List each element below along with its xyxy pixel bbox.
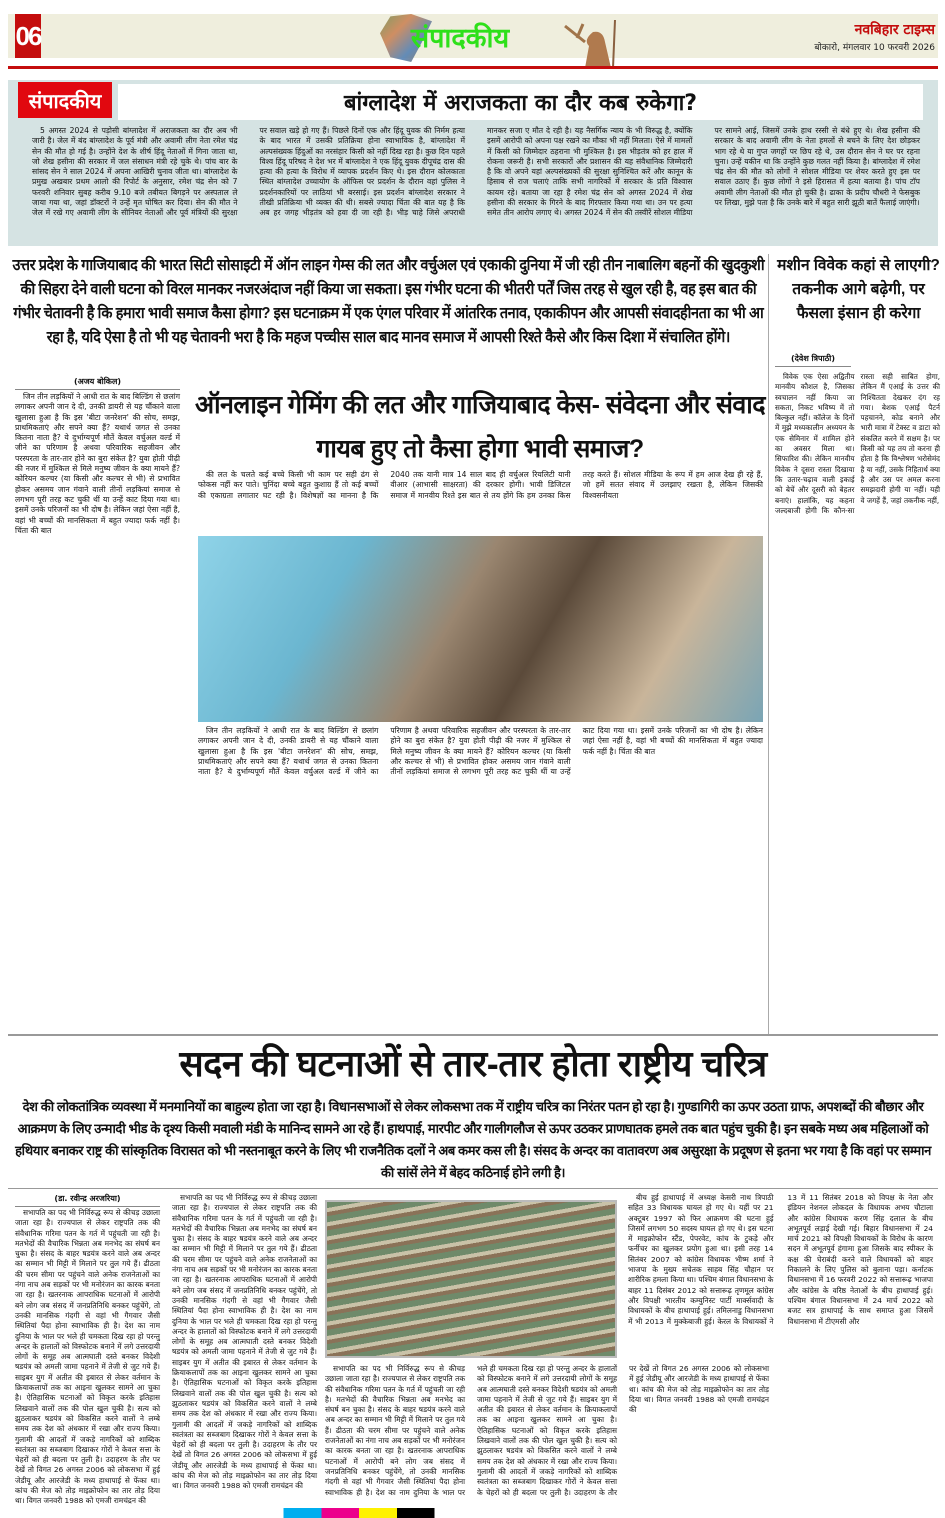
editorial-paragraph: 5 अगस्त 2024 से पड़ोसी बांग्लादेश में अराजकता का दौर अब भी जारी है। जेल में बंद बांग्लादेश के पूर्व मंत्री और अवामी लीग नेता रमेश चंद्र सेन की मौत हो गई है। उन्होंने देश के शीर्ष हिंदू नेताओं में गिना जाता था, जो शेख हसीना की सरकार में जल संसाधन मंत्री रहे चुके थे। पांच बार के सांसद सेन ने साल 2024 में अपना आखिरी चुनाव जीता था। बांग्लादेश के प्रमुख अखबार प्रथम आलो की रिपोर्ट के अनुसार, रमेश चंद्र सेन को 7 फरवरी शनिवार सुबह करीब 9.10 बजे तबीयत बिगड़ने पर अस्पताल ले जाया गया था, जहां डॉक्टरों ने उन्हें मृत घोषित कर दिया। सेन की मौत ने जेल में रखे गए अवामी लीग के सीनियर नेताओं और पूर्व मंत्रियों की सुरक्षा पर सवाल खड़े हो गए हैं। पिछले दिनों एक और हिंदू युवक की निर्मम हत्या के बाद भारत में उसकी प्रतिक्रिया होना स्वाभाविक है, बांग्लादेश में अल्पसंख्यक हिंदुओं का नरसंहार किसी को नहीं दिख रहा है। कुछ दिन पहले विश्व हिंदू परिषद ने देश भर में बांग्लादेश ने एक हिंदू युवक दीपूचंद्र दास की हत्या की हत्या के विरोध में व्यापक प्रदर्शन किए थे। इस दौरान कोलकाता स्थित बांग्लादेश उच्चायोग के ऑफिस पर प्रदर्शन के दौरान वहां पुलिस ने प्रदर्शनकारियों पर लाठियां भी बरसाई। इस प्रदर्शन बांग्लादेश सरकार ने तीखी प्रतिक्रिया भी व्यक्त की थी। सबसे ज्यादा चिंता की बात यह है कि अब हर जगह भीड़तंत्र को हवा दी जा रही है। भीड़ चाहे जिसे अपराधी मानकर सजा ए मौत दे रही है। यह नैसर्गिक न्याय के भी विरुद्ध है, क्योंकि इसमें आरोपी को अपना पक्ष रखने का मौका भी नहीं मिलता। ऐसे में मामलों में किसी को जिम्मेदार ठहराना भी मुश्किल है। इस भीड़तंत्र को हर हाल में रोकना जरूरी है। सभी सरकारों और प्रशासन की यह संवैधानिक जिम्मेदारी है कि वो अपने यहां अल्पसंख्यकों की सुरक्षा सुनिश्चित करें और कानून के हिसाब से राज चलाएं ताकि सभी नागरिकों में सरकार के प्रति विश्वास कायम रहे। बताया जा रहा है रमेश चंद्र सेन को अगस्त 2024 में शेख हसीना की सरकार के गिरने के बाद गिरफ्तार किया गया था। उन पर हत्या समेत तीन आरोप लगाए थे। अगस्त 2024 में सेन की तस्वीरें सोशल मीडिया पर सामने आई, जिसमें उनके हाथ रस्सी से बंधे हुए थे। शेख हसीना की सरकार के बाद अवामी लीग के नेता हमलों से बचने के लिए देश छोड़कर भाग रहे थे या गुप्त जगहों पर छिप रहे थे, उस दौरान सेन ने घर पर रहना चुना। उन्हें यकीन था कि उन्होंने कुछ गलत नहीं किया है। बांग्लादेश में रमेश चंद्र सेन की मौत को लोगों ने सोशल मीडिया पर शेयर करते हुए इस पर सवाल उठाए हैं। कुछ लोगों ने इसे हिरासत में हत्या बताया है। पांच टॉप अवामी लीग नेताओं की मौत हो चुकी है। ढाका के प्रदीप चौधरी ने फेसबुक पर लिखा, मुझे पता है कि उनके बारे में बहुत सारी झूठी बातें फैलाई जाएंगी।	[32, 126, 920, 218]
gaming-paragraph: जिन तीन लड़कियों ने आधी रात के बाद बिल्डिंग से छलांग लगाकर अपनी जान दे दी, उनकी डायरी से यह चौंकाने वाला खुलासा हुआ है कि इस 'बीटा जनरेशन' की सोच, समझ, प्राथमिकताएं और सपने क्या हैं? यथार्थ जगत से उनका कितना नाता है? ये दुर्भाग्यपूर्ण मौतें केवल वर्चुअल वर्ल्ड में जीने का परिणाम है अथवा परिवारिक सहजीवन और परस्परता के तार-तार होने का बुरा संकेत है? युवा होती पीढ़ी की नजर में मुश्किल से मिले मनुष्य जीवन के क्या मायने हैं? कोरियन कल्चर (या किसी और कल्चर से भी) से प्रभावित होकर असमय जान गंवाने वाली तीनों लड़कियां समाज से लगभग पूरी तरह कट चुकी थीं या उन्हें काट दिया गया था। इसमें उनके परिजनों का भी दोष है। लेकिन जहां ऐसा नहीं है, वहां भी बच्चों की मानसिकता में बहुत ज्यादा फर्क नहीं है। चिंता की बात	[198, 726, 763, 777]
sadan-body-col4	[628, 1193, 933, 1503]
sadan-body-col3	[325, 1364, 769, 1504]
gaming-body-top	[198, 470, 763, 532]
machine-body	[775, 372, 940, 1034]
gaming-paragraph: जिन तीन लड़कियों ने आधी रात के बाद बिल्डिंग से छलांग लगाकर अपनी जान दे दी, उनकी डायरी से यह चौंकाने वाला खुलासा हुआ है कि इस 'बीटा जनरेशन' की सोच, समझ, प्राथमिकताएं और सपने क्या हैं? यथार्थ जगत से उनका कितना नाता है? ये दुर्भाग्यपूर्ण मौतें केवल वर्चुअल वर्ल्ड में जीने का परिणाम है अथवा परिवारिक सहजीवन और परस्परता के तार-तार होने का बुरा संकेत है? युवा होती पीढ़ी की नजर में मुश्किल से मिले मनुष्य जीवन के क्या मायने हैं? कोरियन कल्चर (या किसी और कल्चर से भी) से प्रभावित होकर असमय जान गंवाने वाली तीनों लड़कियां समाज से लगभग पूरी तरह कट चुकी थीं या उन्हें काट दिया गया था। इसमें उनके परिजनों का भी दोष है। लेकिन जहां ऐसा नहीं है, वहां भी बच्चों की मानसिकता में बहुत ज्यादा फर्क नहीं है। चिंता की बात	[15, 392, 180, 535]
sadan-body-col2	[172, 1193, 317, 1503]
gaming-byline: (अजय बोकिल)	[15, 376, 180, 390]
machine-headline: मशीन विवेक कहां से लाएगी? तकनीक आगे बढ़ेगी, पर फैसला इंसान ही करेगा	[777, 257, 940, 322]
page-number: 06	[15, 14, 41, 58]
sadan-byline: (डा. रवीन्द्र अरजरिया)	[15, 1193, 160, 1207]
gaming-headline: ऑनलाइन गेमिंग की लत और गाजियाबाद केस- संवेदना और संवाद गायब हुए तो कैसा होगा भावी समाज?	[194, 391, 766, 463]
gaming-body-left	[15, 392, 180, 1032]
sadan-paragraph: सभापति का पद भी निर्विरुद्ध रूप से कीचड़ उछाला जाता रहा है। राज्यपाल से लेकर राष्ट्रपति तक की संवैधानिक गरिमा पतन के गर्त में पहुंचती जा रही है। मतभेदों की वैचारिक भिन्नता अब मनभेद का संघर्ष बन चुका है। संसद के बाहर षडयंत्र करने वाले अब अन्दर का सम्मान भी मिट्टी में मिलाने पर तुल गये हैं। ढीठता की चरम सीमा पर पहुंचने वाले अनेक राजनेताओं का नंगा नाच अब सड़कों पर भी मनोरंजन का कारक बनता जा रहा है। खतरनाक आपराधिक घटनाओं में आरोपी बने लोग जब संसद में जनप्रतिनिधि बनकर पहुंचेंगे, तो उनकी मानसिक गंदगी से वहां भी गैगवार जैसी स्थितियां पैदा होना स्वाभाविक ही है। देश का नाम दुनिया के भाल पर भले ही चमकता दिख रहा हो परन्तु अन्दर के हालातों को विस्फोटक बनाने में लगे उत्तरदायी लोगों के समूह अब आत्मघाती दस्ते बनकर विदेशी षडयंत्र को अमली जामा पहनाने में तेजी से जुट गये हैं। साइबर युग में अतीत की इबारत से लेकर वर्तमान के क्रियाकलापों तक का आइना खुलकर सामने आ चुका है। ऐतिहासिक घटनाओं को विकृत करके इतिहास लिखवाने वालों तक की पोल खुल चुकी है। सत्य को झुठलाकर षडयंत्र को विकसित करने वालों ने लम्बे समय तक देश को अंधकार में रखा और राज्य किया। गुलामी की आदतों में जकड़े नागरिकों को शाब्दिक स्वतंत्रता का सब्जबाग दिखाकर गोरों ने केवल सत्ता के चेहरों को ही बदला पर तुली है। उदाहरण के तौर पर देखें तो विगत 26 अगस्त 2006 को लोकसभा में हुई जेडीयू और आरजेडी के मध्य हाथापाई से फेंका था। कांच की मेज को तोड़ माइक्रोफोन का तार तोड़ दिया था। विगत जनवरी 1988 को एमजी रामचंद्रन की	[15, 1208, 160, 1506]
column-rule	[768, 254, 769, 1034]
newspaper-brand: नवबिहार टाइम्स	[854, 22, 935, 38]
header-divider	[8, 66, 938, 69]
sadan-paragraph: सभापति का पद भी निर्विरुद्ध रूप से कीचड़ उछाला जाता रहा है। राज्यपाल से लेकर राष्ट्रपति तक की संवैधानिक गरिमा पतन के गर्त में पहुंचती जा रही है। मतभेदों की वैचारिक भिन्नता अब मनभेद का संघर्ष बन चुका है। संसद के बाहर षडयंत्र करने वाले अब अन्दर का सम्मान भी मिट्टी में मिलाने पर तुल गये हैं। ढीठता की चरम सीमा पर पहुंचने वाले अनेक राजनेताओं का नंगा नाच अब सड़कों पर भी मनोरंजन का कारक बनता जा रहा है। खतरनाक आपराधिक घटनाओं में आरोपी बने लोग जब संसद में जनप्रतिनिधि बनकर पहुंचेंगे, तो उनकी मानसिक गंदगी से वहां भी गैगवार जैसी स्थितियां पैदा होना स्वाभाविक ही है। देश का नाम दुनिया के भाल पर भले ही चमकता दिख रहा हो परन्तु अन्दर के हालातों को विस्फोटक बनाने में लगे उत्तरदायी लोगों के समूह अब आत्मघाती दस्ते बनकर विदेशी षडयंत्र को अमली जामा पहनाने में तेजी से जुट गये हैं। साइबर युग में अतीत की इबारत से लेकर वर्तमान के क्रियाकलापों तक का आइना खुलकर सामने आ चुका है। ऐतिहासिक घटनाओं को विकृत करके इतिहास लिखवाने वालों तक की पोल खुल चुकी है। सत्य को झुठलाकर षडयंत्र को विकसित करने वालों ने लम्बे समय तक देश को अंधकार में रखा और राज्य किया। गुलामी की आदतों में जकड़े नागरिकों को शाब्दिक स्वतंत्रता का सब्जबाग दिखाकर गोरों ने केवल सत्ता के चेहरों को ही बदला पर तुली है। उदाहरण के तौर पर देखें तो विगत 26 अगस्त 2006 को लोकसभा में हुई जेडीयू और आरजेडी के मध्य हाथापाई से फेंका था। कांच की मेज को तोड़ माइक्रोफोन का तार तोड़ दिया था। विगत जनवरी 1988 को एमजी रामचंद्रन की	[325, 1364, 769, 1497]
sadan-body-col1	[15, 1208, 160, 1506]
sadan-paragraph: बीच हुई हाथापाई में अध्यक्ष केसरी नाथ त्रिपाठी सहित 33 विधायक घायल हो गए थे। यहीं पर 21 अक्टूबर 1997 को फिर आक्रमण की घटना हुई जिसमें लगभग 50 सदस्य घायल हो गए थे। इस घटना में माइक्रोफोन स्टैंड, पेपरवेट, कांच के टुकड़े और फर्नीचर का खुलकर प्रयोग हुआ था। इसी तरह 14 सितंबर 2007 को कांग्रेस विधायक भीष्म शर्मा ने भाजपा के मुख्य सचेतक साहब सिंह चौहान पर शारीरिक हमला किया था। पश्चिम बंगाल विधानसभा के बाहर 11 दिसंबर 2012 को सत्तारूढ़ तृणमूल कांग्रेस और विपक्षी भारतीय कम्युनिस्ट पार्टी मार्क्सवादी के विधायकों के बीच हाथापाई हुई। तमिलनाडु विधानसभा में भी 2013 में मुक्केबाजी हुई। केरल के विधायकों ने 13 में 11 सितंबर 2018 को विपक्ष के नेता और इंडियन नेशनल लोकदल के विधायक अभय चौटाला और कांग्रेस विधायक करण सिंह दलाल के बीच अभूतपूर्व लड़ाई देखी गई। बिहार विधानसभा में 24 मार्च 2021 को विपक्षी विधायकों के विरोध के कारण सदन में अभूतपूर्व हंगामा हुआ जिसके बाद स्पीकर के कक्ष की घेराबंदी करने वाले विधायकों को बाहर निकालने के लिए पुलिस को बुलाना पड़ा। कर्नाटक विधानसभा में 16 फरवरी 2022 को सत्तारूढ़ भाजपा और कांग्रेस के वरिष्ठ नेताओं के बीच हाथापाई हुई। पश्चिम बंगाल विधानसभा में 24 मार्च 2022 को बजट सत्र हाथापाई के साथ समाप्त हुआ जिसमें विधानसभा में टीएमसी और	[628, 1193, 933, 1326]
editorial-body	[32, 126, 920, 242]
gaming-photo	[198, 536, 763, 722]
machine-paragraph: विवेक एक ऐसा अद्वितीय मानवीय कौशल है, जिसका स्वचालन नहीं किया जा सकता, निकट भविष्य में तो बिल्कुल नहीं। कॉलेज के दिनों में मुझे मध्यकालीन अध्ययन के एक सेमिनार में शामिल होने का अवसर मिला था। सिफारिश की। लेकिन मानवीय विवेक ने दूसरा रास्ता दिखाया कि उतार-चढ़ाव वाली इकाई को बेचें और दूसरी को बेहतर बनाएं। हालांकि, यह कहना जल्दबाजी होगी कि कौन-सा रास्ता सही साबित होगा, लेकिन मैं एआई के उत्तर की निश्चितता देखकर दंग रह गया। बेशक एआई पैटर्न पहचानने, कोड बनाने और भारी मात्रा में टेक्स्ट व डाटा को संकलित करने में सक्षम है। पर किसी को यह तय तो करना ही होता है कि विश्लेषण भरोसेमंद है या नहीं, उसके निहितार्थ क्या है और उस पर अमल करना समझदारी होगी या नहीं। यही वे जगहें हैं, जहां तकनीक नहीं,	[775, 372, 940, 515]
parliament-photo	[325, 1200, 617, 1358]
print-color-bar	[0, 1508, 945, 1518]
sadan-deck: देश की लोकतांत्रिक व्यवस्था में मनमानियों का बाहुल्य होता जा रहा है। विधानसभाओं से लेकर लोकसभा तक में राष्ट्रीय चरित्र का निरंतर पतन हो रहा है। गुण्डागिरी का ऊपर उठता ग्राफ, अपशब्दों की बौछार और आक्रमण के लिए उन्मादी भीड के दृश्य किसी मवाली मंडी के मानिन्द सामने आ रहे हैं। हाथपाई, मारपीट और गालीगलौज से ऊपर उठकर प्राणघातक हमले तक बात पहुंच चुकी है। इन सबके मध्य अब महिलाओं को हथियार बनाकर राष्ट्र की सांस्कृतिक विरासत को भी नस्तनाबूत करने के लिए भी राजनैतिक दलों ने अब कमर कस ली है। संसद के अन्दर का वातावरण अब असुरक्षा के प्रदूषण से इतना भर गया है कि वहां पर सम्मान की सांसें लेने में बेहद कठिनाई होने लगी है।	[15, 1099, 931, 1180]
gaming-deck: उत्तर प्रदेश के गाजियाबाद की भारत सिटी सोसाइटी में ऑन लाइन गेम्स की लत और वर्चुअल एवं एकाकी दुनिया में जी रही तीन नाबालिग बहनों की खुदकुशी की सिहरा देने वाली घटना को विरल मानकर नजरअंदाज नहीं किया जा सकता। इस गंभीर घटना की भीतरी पर्तें जिस तरह से खुल रही है, वह इस बात की गंभीर चेतावनी है कि हमारा भावी समाज कैसा होगा? इस घटनाक्रम में एक एंगल परिवार में आंतरिक तनाव, एकाकीपन और आपसी संवादहीनता का भी आ रहा है, यदि ऐसा है तो भी यह चेतावनी भरा है कि महज पच्चीस साल बाद मानव समाज में आपसी रिश्ते कैसे और किस दिशा में संचालित होंगे।	[12, 257, 765, 346]
sadan-headline: सदन की घटनाओं से तार-तार होता राष्ट्रीय चरित्र	[179, 1043, 767, 1084]
machine-byline: (देवेश त्रिपाठी)	[775, 353, 851, 367]
gaming-paragraph: की लत के चलते कई बच्चे किसी भी काम पर सही ढंग से फोकस नहीं कर पाते। चुनिंदा बच्चे बहुत कुशाग्र हैं तो कई बच्चों की एकाग्रता लगातार घट रही है। विशेषज्ञों का मानना है कि 2040 तक यानी मात्र 14 साल बाद ही वर्चुअल रियलिटी यानी वीआर (आभासी साक्षरता) की दरकार होगी। भावी डिजिटल समाज में मानवीय रिश्ते इस बात से तय होंगे कि हम उनका किस तरह करते हैं। सोशल मीडिया के रूप में हम आज देख ही रहे हैं, जो हमें सतत संवाद में उलझाए रखता है, लेकिन जिसकी विश्वसनीयता	[198, 470, 763, 500]
gaming-body-bottom	[198, 726, 763, 1032]
editorial-headline: बांग्लादेश में अराजकता का दौर कब रुकेगा?	[118, 84, 923, 120]
sadan-paragraph: सभापति का पद भी निर्विरुद्ध रूप से कीचड़ उछाला जाता रहा है। राज्यपाल से लेकर राष्ट्रपति तक की संवैधानिक गरिमा पतन के गर्त में पहुंचती जा रही है। मतभेदों की वैचारिक भिन्नता अब मनभेद का संघर्ष बन चुका है। संसद के बाहर षडयंत्र करने वाले अब अन्दर का सम्मान भी मिट्टी में मिलाने पर तुल गये हैं। ढीठता की चरम सीमा पर पहुंचने वाले अनेक राजनेताओं का नंगा नाच अब सड़कों पर भी मनोरंजन का कारक बनता जा रहा है। खतरनाक आपराधिक घटनाओं में आरोपी बने लोग जब संसद में जनप्रतिनिधि बनकर पहुंचेंगे, तो उनकी मानसिक गंदगी से वहां भी गैगवार जैसी स्थितियां पैदा होना स्वाभाविक ही है। देश का नाम दुनिया के भाल पर भले ही चमकता दिख रहा हो परन्तु अन्दर के हालातों को विस्फोटक बनाने में लगे उत्तरदायी लोगों के समूह अब आत्मघाती दस्ते बनकर विदेशी षडयंत्र को अमली जामा पहनाने में तेजी से जुट गये हैं। साइबर युग में अतीत की इबारत से लेकर वर्तमान के क्रियाकलापों तक का आइना खुलकर सामने आ चुका है। ऐतिहासिक घटनाओं को विकृत करके इतिहास लिखवाने वालों तक की पोल खुल चुकी है। सत्य को झुठलाकर षडयंत्र को विकसित करने वालों ने लम्बे समय तक देश को अंधकार में रखा और राज्य किया। गुलामी की आदतों में जकड़े नागरिकों को शाब्दिक स्वतंत्रता का सब्जबाग दिखाकर गोरों ने केवल सत्ता के चेहरों को ही बदला पर तुली है। उदाहरण के तौर पर देखें तो विगत 26 अगस्त 2006 को लोकसभा में हुई जेडीयू और आरजेडी के मध्य हाथापाई से फेंका था। कांच की मेज को तोड़ माइक्रोफोन का तार तोड़ दिया था। विगत जनवरी 1988 को एमजी रामचंद्रन की	[172, 1193, 317, 1491]
section-title: संपादकीय	[410, 23, 510, 54]
statue-illustration-icon	[555, 12, 625, 68]
section-divider	[8, 1188, 938, 1189]
editorial-label: संपादकीय	[18, 82, 112, 118]
dateline: बोकारो, मंगलवार 10 फरवरी 2026	[814, 43, 935, 53]
section-divider	[8, 1034, 938, 1036]
